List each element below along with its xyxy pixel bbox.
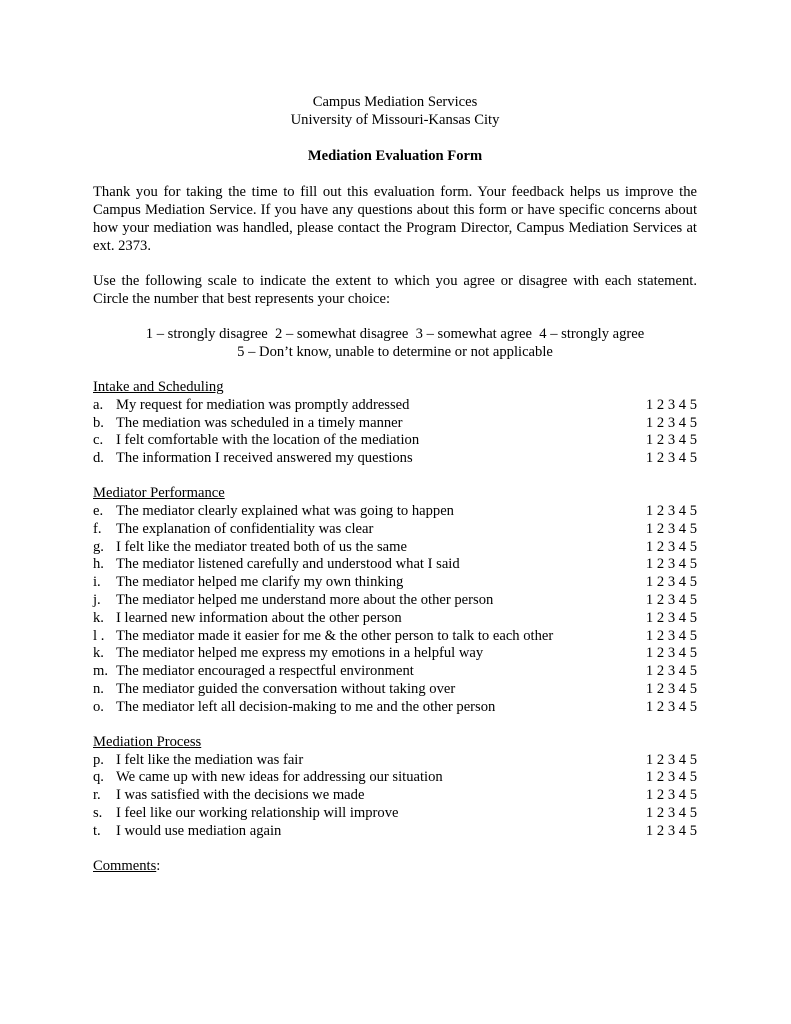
question-letter: a.: [93, 396, 104, 413]
question-text: I felt comfortable with the location of the mediation: [116, 432, 420, 449]
question-text: The explanation of confidentiality was clear: [116, 520, 374, 537]
rating-options[interactable]: 1 2 3 4 5: [645, 556, 697, 573]
question-letter: r.: [93, 787, 101, 804]
instructions-paragraph: Use the following scale to indicate the extent to which you agree or disagree with each statement. Circle the number that best represents your choice:: [93, 273, 697, 307]
form-title: Mediation Evaluation Form: [307, 148, 483, 164]
question-row: [93, 627, 697, 645]
rating-options[interactable]: 1 2 3 4 5: [645, 574, 697, 591]
rating-options[interactable]: 1 2 3 4 5: [645, 663, 697, 680]
question-row: [93, 786, 697, 804]
question-text: I feel like our working relationship will improve: [116, 804, 399, 821]
organization-name: Campus Mediation Services: [312, 94, 478, 110]
question-row: [93, 591, 697, 609]
section: [93, 378, 697, 467]
question-row: [93, 662, 697, 680]
question-text: I felt like the mediation was fair: [116, 751, 304, 768]
rating-options[interactable]: 1 2 3 4 5: [645, 645, 697, 662]
question-letter: b.: [93, 414, 104, 431]
question-text: My request for mediation was promptly addressed: [116, 396, 410, 413]
question-letter: n.: [93, 680, 104, 697]
section: [93, 484, 697, 716]
question-letter: d.: [93, 450, 104, 467]
question-row: [93, 449, 697, 467]
question-text: The mediator clearly explained what was going to happen: [116, 502, 454, 519]
question-row: [93, 645, 697, 663]
question-letter: e.: [93, 502, 104, 519]
rating-options[interactable]: 1 2 3 4 5: [645, 609, 697, 626]
question-text: The mediator left all decision-making to me and the other person: [116, 698, 496, 715]
question-row: [93, 414, 697, 432]
question-text: The mediator guided the conversation without taking over: [116, 680, 456, 697]
rating-options[interactable]: 1 2 3 4 5: [645, 414, 697, 431]
question-text: The mediator made it easier for me & the other person to talk to each other: [116, 627, 554, 644]
question-row: [93, 538, 697, 556]
rating-options[interactable]: 1 2 3 4 5: [645, 680, 697, 697]
question-letter: h.: [93, 556, 104, 573]
question-text: We came up with new ideas for addressing our situation: [116, 769, 443, 786]
section-heading: Mediator Performance: [93, 485, 225, 502]
rating-options[interactable]: 1 2 3 4 5: [645, 432, 697, 449]
question-row: [93, 680, 697, 698]
question-row: [93, 769, 697, 787]
question-letter: k.: [93, 645, 104, 662]
question-letter: m.: [93, 663, 108, 680]
rating-options[interactable]: 1 2 3 4 5: [645, 769, 697, 786]
question-letter: f.: [93, 520, 102, 537]
question-text: The mediator helped me understand more about the other person: [116, 591, 494, 608]
section-heading: Intake and Scheduling: [93, 379, 224, 395]
form-content: [93, 93, 697, 875]
question-letter: c.: [93, 432, 104, 449]
question-letter: k.: [93, 609, 104, 626]
rating-options[interactable]: 1 2 3 4 5: [645, 450, 697, 467]
question-row: [93, 698, 697, 716]
question-row: [93, 609, 697, 627]
rating-scale-legend: [93, 325, 697, 361]
university-name: University of Missouri-Kansas City: [290, 112, 500, 128]
question-text: I would use mediation again: [116, 822, 282, 839]
question-row: [93, 502, 697, 520]
question-letter: s.: [93, 804, 103, 821]
rating-options[interactable]: 1 2 3 4 5: [645, 396, 697, 413]
question-text: I was satisfied with the decisions we made: [116, 787, 365, 804]
rating-options[interactable]: 1 2 3 4 5: [645, 502, 697, 519]
question-text: The mediator encouraged a respectful environment: [116, 663, 414, 680]
section-heading: Mediation Process: [93, 733, 202, 750]
intro-paragraph: Thank you for taking the time to fill out this evaluation form. Your feedback helps us improve the Campus Mediation Service. If you have any questions about this form or have specific concerns about how your mediation was handled, please contact the Program Director, Campus Mediation Services at ext. 2373.: [93, 184, 697, 254]
question-text: The information I received answered my questions: [116, 450, 413, 467]
question-row: [93, 822, 697, 840]
question-row: [93, 751, 697, 769]
question-sections: [93, 378, 697, 840]
question-text: I felt like the mediator treated both of us the same: [116, 538, 407, 555]
rating-options[interactable]: 1 2 3 4 5: [645, 804, 697, 821]
question-text: The mediation was scheduled in a timely manner: [116, 414, 403, 431]
question-row: [93, 520, 697, 538]
question-letter: i.: [93, 574, 101, 591]
question-text: The mediator helped me express my emotions in a helpful way: [116, 645, 484, 662]
question-text: The mediator listened carefully and understood what I said: [116, 556, 460, 573]
scale-line-1: 1 – strongly disagree 2 – somewhat disagree 3 – somewhat agree 4 – strongly agree: [145, 326, 645, 342]
rating-options[interactable]: 1 2 3 4 5: [645, 591, 697, 608]
question-text: I learned new information about the other person: [116, 609, 402, 626]
question-letter: l .: [93, 627, 105, 644]
rating-options[interactable]: 1 2 3 4 5: [645, 822, 697, 839]
question-text: The mediator helped me clarify my own thinking: [116, 574, 404, 591]
rating-options[interactable]: 1 2 3 4 5: [645, 627, 697, 644]
rating-options[interactable]: 1 2 3 4 5: [645, 787, 697, 804]
rating-options[interactable]: 1 2 3 4 5: [645, 520, 697, 537]
comments-label: Comments: [93, 857, 157, 874]
question-row: [93, 804, 697, 822]
question-letter: q.: [93, 769, 104, 786]
question-row: [93, 556, 697, 574]
question-row: [93, 432, 697, 450]
question-row: [93, 396, 697, 414]
scale-line-2: 5 – Don’t know, unable to determine or not applicable: [237, 344, 553, 360]
comments-section: [93, 857, 697, 875]
comments-colon: :: [156, 857, 161, 874]
rating-options[interactable]: 1 2 3 4 5: [645, 538, 697, 555]
question-letter: j.: [93, 591, 101, 608]
rating-options[interactable]: 1 2 3 4 5: [645, 751, 697, 768]
section: [93, 733, 697, 840]
question-letter: p.: [93, 751, 104, 768]
question-row: [93, 573, 697, 591]
rating-options[interactable]: 1 2 3 4 5: [645, 698, 697, 715]
question-letter: g.: [93, 538, 104, 555]
question-letter: o.: [93, 698, 104, 715]
question-letter: t.: [93, 822, 101, 839]
